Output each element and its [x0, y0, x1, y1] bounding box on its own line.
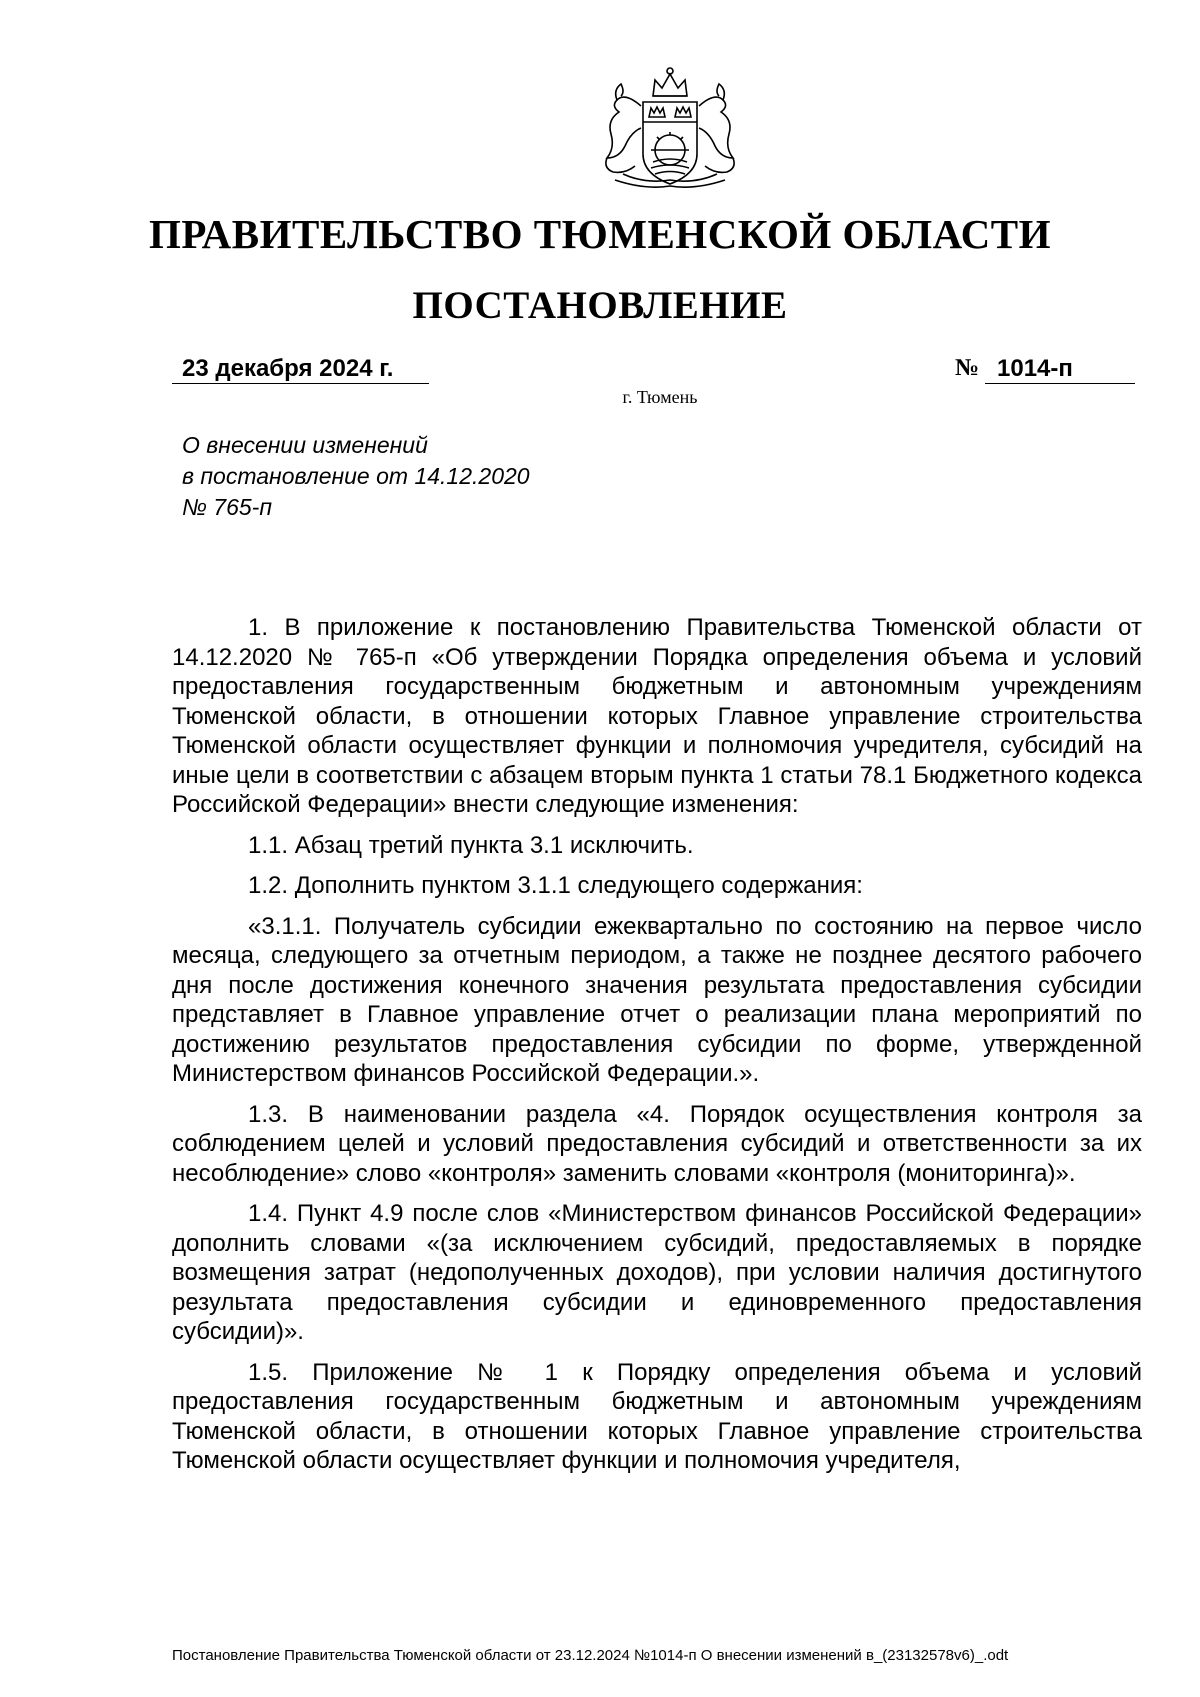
document-type: ПОСТАНОВЛЕНИЕ [412, 284, 788, 327]
document-body [172, 613, 1142, 1476]
document-number: 1014-п [997, 355, 1073, 382]
number-sign: № [955, 355, 980, 381]
document-subject [182, 430, 702, 523]
paragraph-3-1-1: «3.1.1. Получатель субсидии ежеквартально по состоянию на первое число месяца, следующего за отчетным периодом, а также не позднее десятого рабочего дня после достижения конечного значения результата предоставления субсидии представляет в Главное управление отчет о реализации плана мероприятий по достижению результатов предоставления субсидии по форме, утвержденной Министерством финансов Российской Федерации.». [172, 912, 1142, 1087]
document-number-field [955, 355, 1135, 383]
city: г. Тюмень [622, 387, 698, 407]
paragraph-1-2: 1.2. Дополнить пунктом 3.1.1 следующего содержания: [248, 872, 863, 899]
date-field [172, 355, 429, 384]
coat-of-arms-icon [585, 62, 755, 194]
organization-title: ПРАВИТЕЛЬСТВО ТЮМЕНСКОЙ ОБЛАСТИ [148, 211, 1051, 257]
paragraph-1-5: 1.5. Приложение № 1 к Порядку определения объема и условий предоставления государственным бюджетным и автономным учреждениям Тюменской области, в отношении которых Главное управление строительства Тюменской области осуществляет функции и полномочия учредителя, [172, 1358, 1142, 1474]
subject-line: № 765-п [182, 494, 272, 520]
document-date: 23 декабря 2024 г. [182, 355, 394, 382]
number-underline [985, 355, 1135, 384]
subject-line: О внесении изменений [182, 432, 428, 458]
page-footer: Постановление Правительства Тюменской области от 23.12.2024 №1014-п О внесении изменений в_(23132578v6)_.odt [172, 1647, 1009, 1664]
subject-line: в постановление от 14.12.2020 [182, 463, 530, 489]
paragraph-1: 1. В приложение к постановлению Правительства Тюменской области от 14.12.2020 № 765-п «Об утверждении Порядка определения объема и условий предоставления государственным бюджетным и автономным учреждениям Тюменской области, в отношении которых Главное управление строительства Тюменской области осуществляет функции и полномочия учредителя, субсидий на иные цели в соответствии с абзацем вторым пункта 1 статьи 78.1 Бюджетного кодекса Российской Федерации» внести следующие изменения: [172, 614, 1142, 818]
paragraph-1-4: 1.4. Пункт 4.9 после слов «Министерством финансов Российской Федерации» дополнить словами «(за исключением субсидий, предоставляемых в порядке возмещения затрат (недополученных доходов), при условии наличия достигнутого результата предоставления субсидии и единовременного предоставления субсидии)». [172, 1200, 1142, 1345]
paragraph-1-3: 1.3. В наименовании раздела «4. Порядок осуществления контроля за соблюдением целей и условий предоставления субсидий и ответственности за их несоблюдение» слово «контроля» заменить словами «контроля (мониторинга)». [172, 1100, 1142, 1187]
paragraph-1-1: 1.1. Абзац третий пункта 3.1 исключить. [248, 831, 694, 859]
